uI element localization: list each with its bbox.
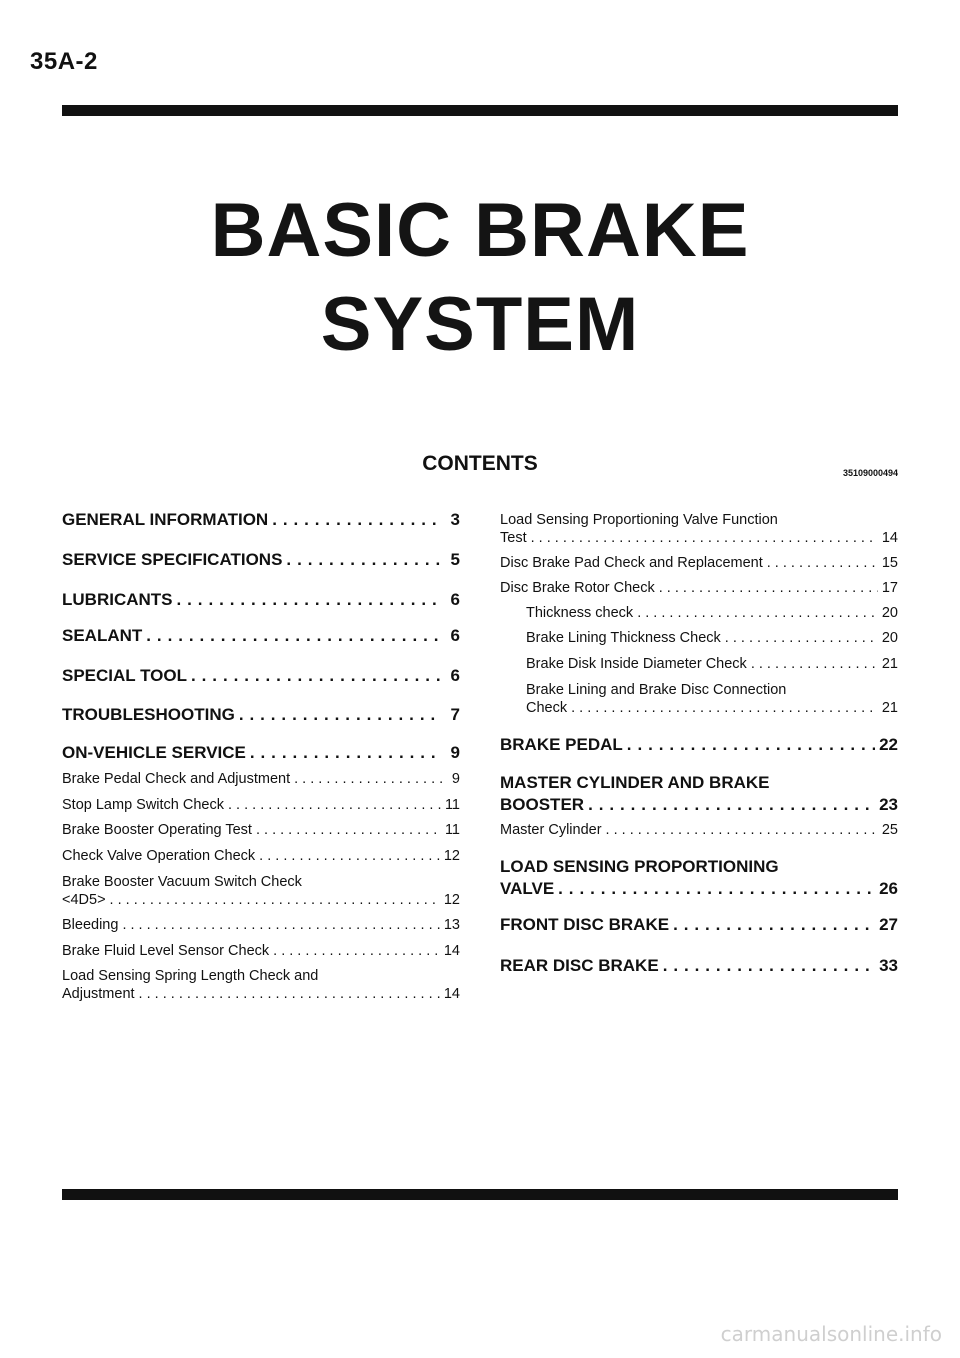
title-line-2: SYSTEM — [320, 282, 640, 367]
toc-page: 15 — [881, 555, 898, 571]
toc-entry[interactable] — [62, 743, 460, 765]
toc-label: Disc Brake Rotor Check — [500, 580, 655, 596]
toc-page: 20 — [881, 630, 898, 646]
bottom-rule — [62, 1189, 898, 1200]
toc-label: Brake Lining Thickness Check — [526, 630, 721, 646]
toc-entry[interactable] — [500, 630, 898, 648]
toc-page: 12 — [443, 848, 460, 864]
toc-page: 21 — [881, 700, 898, 716]
toc-page: 23 — [879, 795, 898, 814]
toc-label-line-1: Brake Booster Vacuum Switch Check — [62, 874, 302, 890]
toc-entry[interactable] — [62, 822, 460, 840]
toc-label-line-1: Brake Lining and Brake Disc Connection — [526, 682, 787, 698]
toc-entry[interactable] — [500, 605, 898, 623]
toc-label: FRONT DISC BRAKE — [500, 915, 670, 934]
toc-entry[interactable] — [62, 771, 460, 789]
toc-entry[interactable] — [62, 510, 460, 532]
toc-label-line-1: LOAD SENSING PROPORTIONING — [500, 857, 779, 876]
toc-entry[interactable] — [500, 735, 898, 757]
toc-label: ON-VEHICLE SERVICE — [62, 743, 246, 762]
toc-page: 25 — [881, 822, 898, 838]
toc-label: Bleeding — [62, 917, 119, 933]
page-number: 35A-2 — [30, 48, 98, 75]
toc-page: 5 — [450, 550, 460, 569]
toc-page: 20 — [881, 605, 898, 621]
toc-label: TROUBLESHOOTING — [62, 705, 235, 724]
toc-entry[interactable] — [62, 705, 460, 727]
toc-page: 3 — [450, 510, 460, 529]
toc-page: 14 — [443, 986, 460, 1002]
toc-label: REAR DISC BRAKE — [500, 956, 659, 975]
toc-label: VALVE — [500, 879, 555, 898]
toc-entry[interactable] — [62, 590, 460, 612]
toc-entry[interactable] — [62, 797, 460, 815]
toc-label-line-1: Load Sensing Spring Length Check and — [62, 968, 319, 984]
toc-label: Brake Disk Inside Diameter Check — [526, 656, 747, 672]
toc-entry[interactable] — [62, 917, 460, 935]
toc-page: 11 — [444, 797, 460, 813]
toc-page: 33 — [879, 956, 898, 975]
toc-page: 22 — [879, 735, 898, 754]
toc-page: 27 — [879, 915, 898, 934]
toc-label-line-1: MASTER CYLINDER AND BRAKE — [500, 773, 770, 792]
toc-entry[interactable] — [62, 968, 460, 1004]
toc-entry[interactable] — [62, 943, 460, 961]
toc-entry[interactable] — [62, 626, 460, 648]
toc-label: Thickness check — [526, 605, 634, 621]
toc-label: Adjustment — [62, 986, 135, 1002]
toc-entry[interactable] — [500, 857, 898, 901]
toc-page: 6 — [450, 666, 460, 685]
toc-page: 9 — [451, 771, 460, 787]
toc-page: 26 — [879, 879, 898, 898]
toc-label: SPECIAL TOOL — [62, 666, 188, 685]
toc-page: 21 — [881, 656, 898, 672]
toc-label: Brake Pedal Check and Adjustment — [62, 771, 291, 787]
toc-label: SEALANT — [62, 626, 143, 645]
toc-page: 6 — [450, 626, 460, 645]
toc-page: 6 — [450, 590, 460, 609]
toc-page: 14 — [443, 943, 460, 959]
toc-label: Brake Fluid Level Sensor Check — [62, 943, 270, 959]
toc-label: Brake Booster Operating Test — [62, 822, 252, 838]
toc-entry[interactable] — [500, 656, 898, 674]
toc-entry[interactable] — [62, 666, 460, 688]
contents-heading: CONTENTS — [422, 452, 538, 475]
toc-entry[interactable] — [62, 848, 460, 866]
toc-entry[interactable] — [500, 822, 898, 840]
toc-label: Disc Brake Pad Check and Replacement — [500, 555, 763, 571]
toc-label: <4D5> — [62, 892, 106, 908]
toc-page: 7 — [450, 705, 460, 724]
toc-label: SERVICE SPECIFICATIONS — [62, 550, 283, 569]
toc-label: Stop Lamp Switch Check — [62, 797, 224, 813]
toc-entry[interactable] — [500, 580, 898, 598]
toc-page: 13 — [443, 917, 460, 933]
watermark: carmanualsonline.info — [720, 1322, 942, 1346]
document-code: 35109000494 — [842, 468, 898, 478]
toc-page: 11 — [444, 822, 460, 838]
toc-label: GENERAL INFORMATION — [62, 510, 269, 529]
toc-entry[interactable] — [500, 512, 898, 548]
toc-entry[interactable] — [500, 956, 898, 978]
toc-label: Test — [500, 530, 527, 546]
title-line-1: BASIC BRAKE — [210, 188, 750, 273]
toc-label: LUBRICANTS — [62, 590, 173, 609]
toc-page: 17 — [881, 580, 898, 596]
toc-entry[interactable] — [500, 915, 898, 937]
toc-label-line-1: Load Sensing Proportioning Valve Function — [500, 512, 778, 528]
toc-label: BRAKE PEDAL — [500, 735, 623, 754]
toc-entry[interactable] — [62, 550, 460, 572]
toc-entry[interactable] — [500, 682, 898, 718]
toc-page: 9 — [450, 743, 460, 762]
toc-page: 14 — [881, 530, 898, 546]
toc-page: 12 — [443, 892, 460, 908]
toc-entry[interactable] — [62, 874, 460, 910]
top-rule — [62, 105, 898, 116]
toc-entry[interactable] — [500, 773, 898, 817]
toc-label: BOOSTER — [500, 795, 585, 814]
toc-label: Master Cylinder — [500, 822, 602, 838]
toc-label: Check — [526, 700, 568, 716]
toc-label: Check Valve Operation Check — [62, 848, 256, 864]
toc-entry[interactable] — [500, 555, 898, 573]
